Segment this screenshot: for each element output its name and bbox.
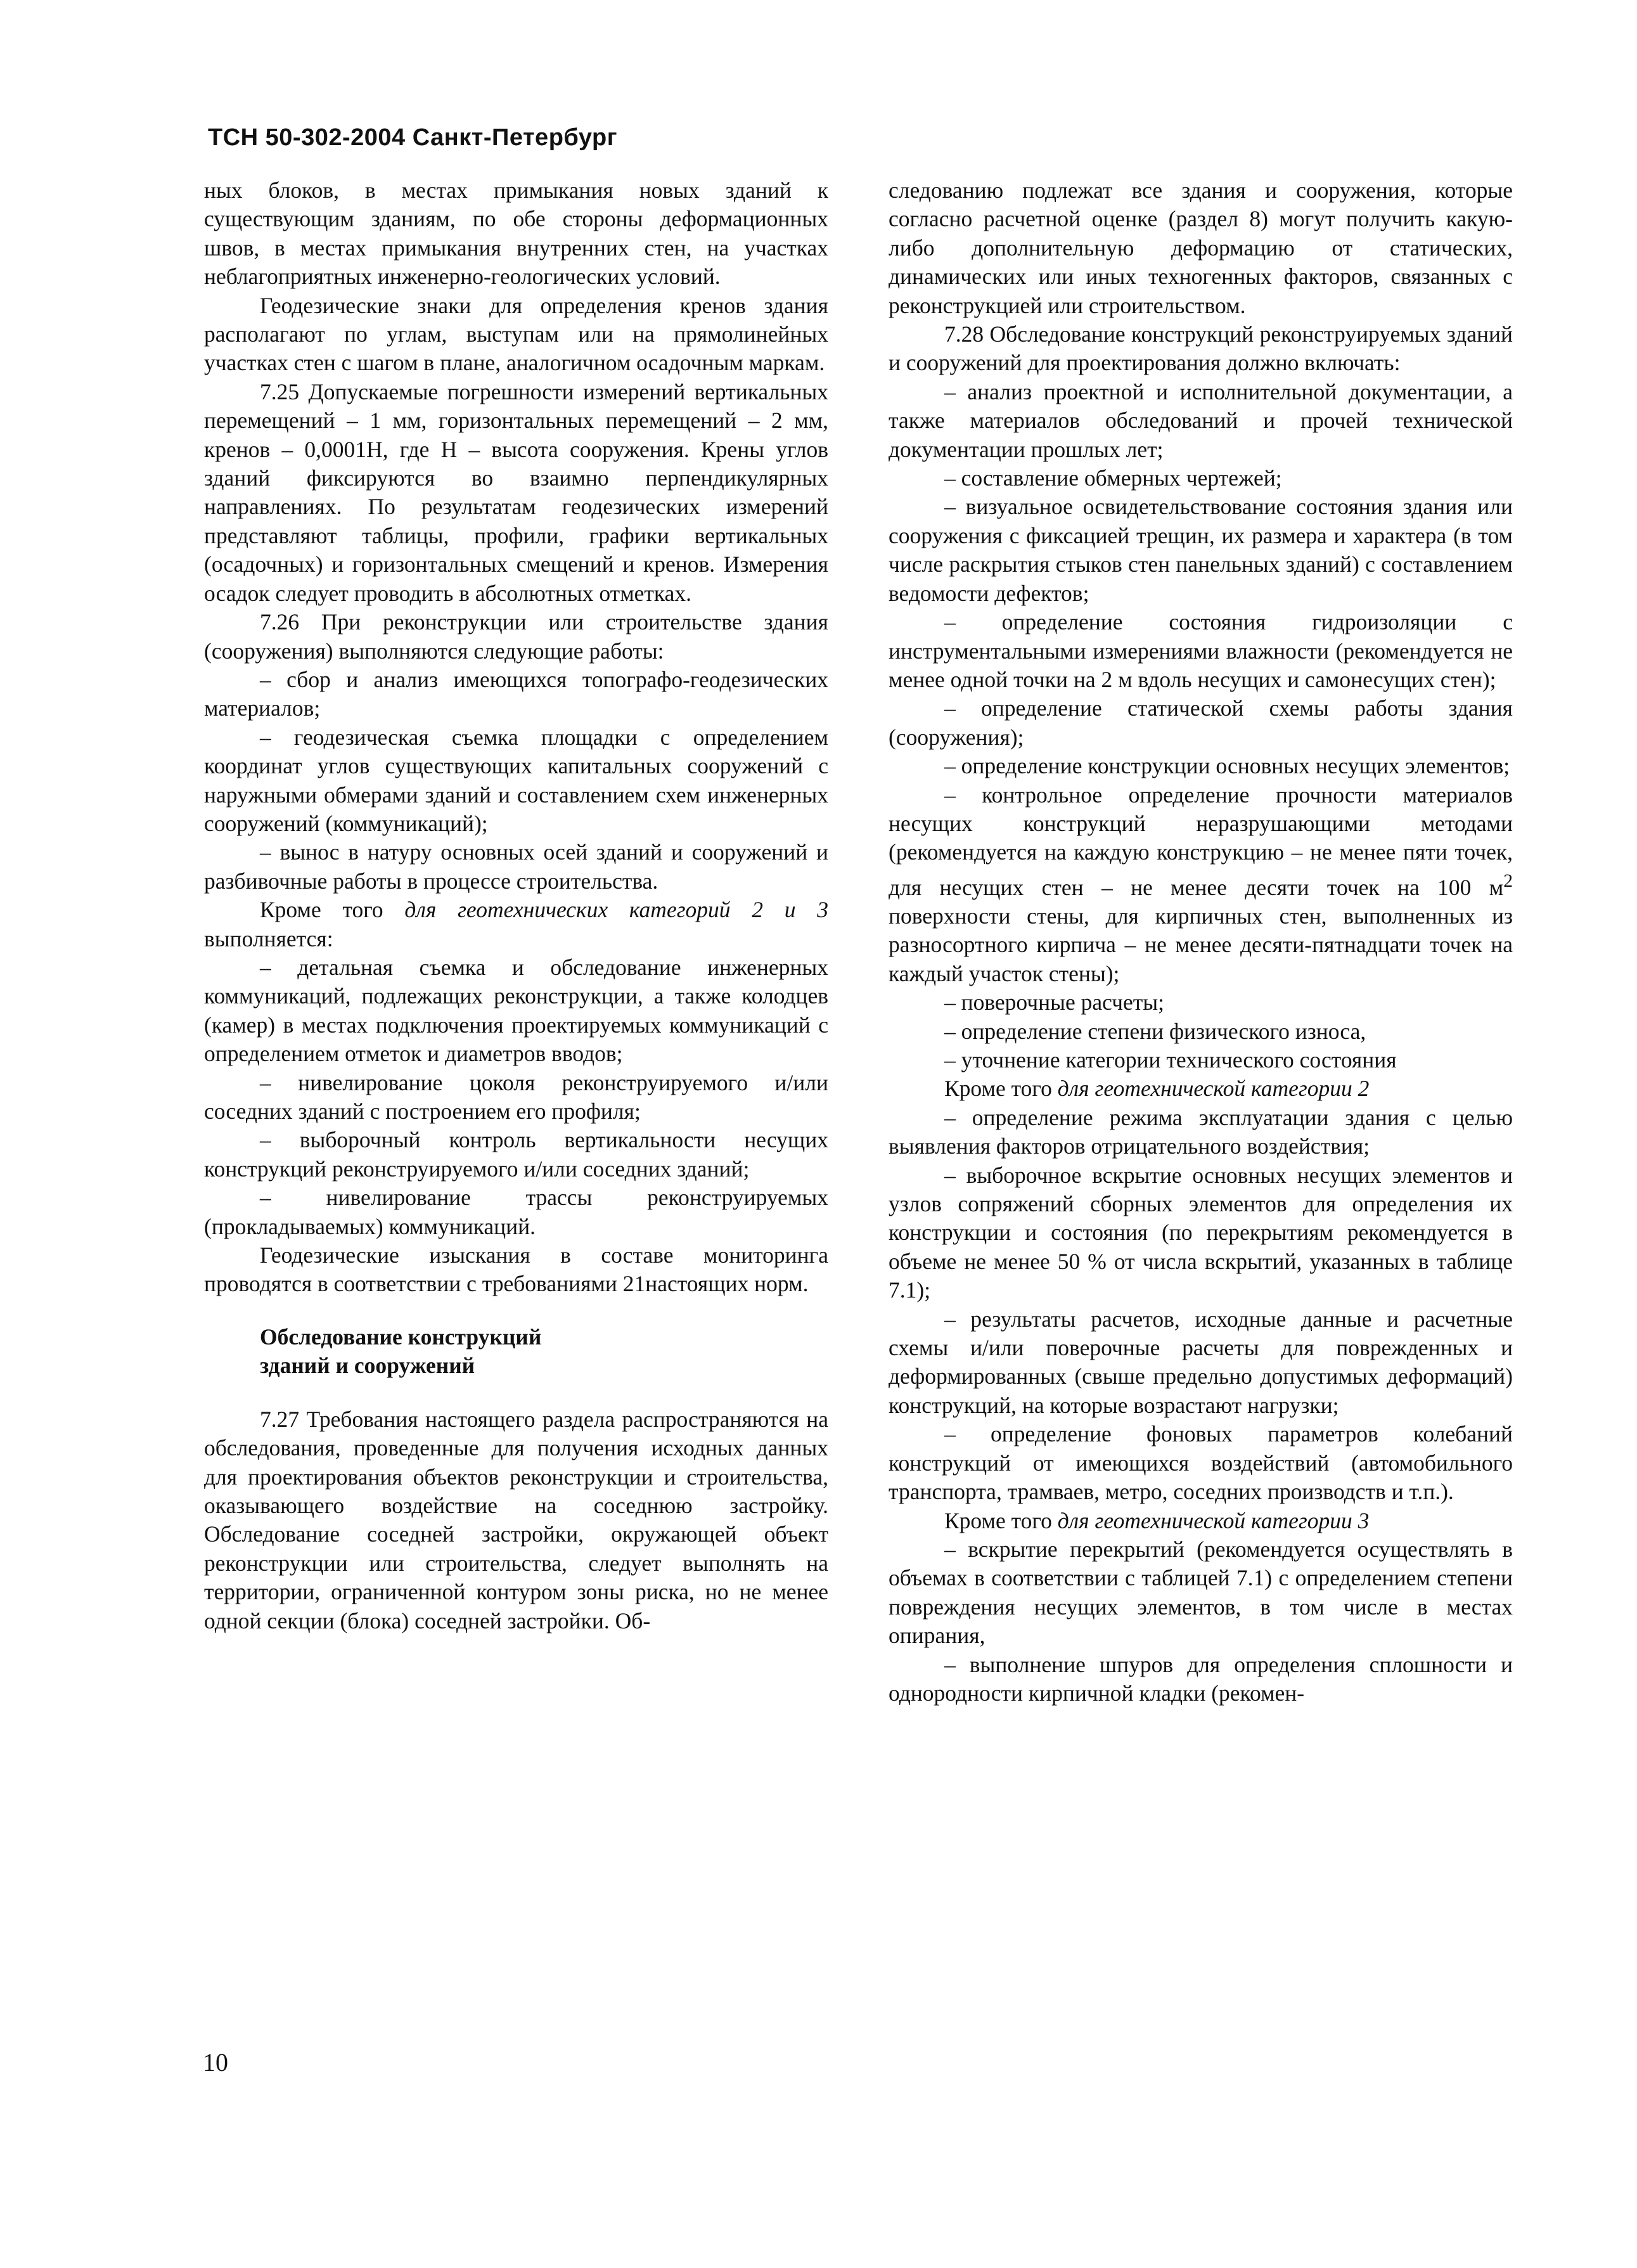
list-item: – определение режима эксплуатации здания с целью выявления факторов отрицательного воздействия; bbox=[889, 1104, 1513, 1159]
list-item: – вскрытие перекрытий (рекомендуется осуществлять в объемах в соответствии с таблицей 7.1) с определением степени повреждения несущих элементов, в том числе в местах опирания, bbox=[889, 1536, 1513, 1649]
list-item: – нивелирование цоколя реконструируемого и/или соседних зданий с построением его профиля; bbox=[204, 1069, 828, 1124]
list-item: – определение степени физического износа, bbox=[944, 1018, 1366, 1044]
paragraph: ных блоков, в местах примыкания новых зданий к существующим зданиям, по обе стороны деформационных швов, в местах примыкания внутренних стен, на участках неблагоприятных инженерно-геологических условий. bbox=[204, 177, 828, 290]
list-item: – анализ проектной и исполнительной документации, а также материалов обследований и прочей технической документации прошлых лет; bbox=[889, 378, 1513, 462]
list-item: – сбор и анализ имеющихся топографо-геодезических материалов; bbox=[204, 666, 828, 721]
paragraph: Геодезические знаки для определения кренов здания располагают по углам, выступам или на прямолинейных участках стен с шагом в плане, аналогичном осадочным маркам. bbox=[204, 292, 828, 376]
list-item: – определение фоновых параметров колебаний конструкций от имеющихся воздействий (автомобильного транспорта, трамваев, метро, соседних производств и т.п.). bbox=[889, 1421, 1513, 1505]
list-item: – составление обмерных чертежей; bbox=[944, 465, 1282, 491]
clause-7-27: 7.27 Требования настоящего раздела распространяются на обследования, проведенные для получения исходных данных для проектирования объектов реконструкции и строительства, оказывающего воздействие на соседнюю застройку. Обследование соседней застройки, окружающей объект реконструкции или строительства, следует выполнять на территории, ограниченной контуром зоны риска, но не менее одной секции (блока) соседней застройки. Об- bbox=[204, 1406, 828, 1633]
right-column bbox=[889, 176, 1513, 1708]
paragraph: Кроме того для геотехнической категории 3 bbox=[944, 1507, 1370, 1533]
left-column bbox=[204, 176, 828, 1635]
paragraph: Кроме того для геотехнической категории 2 bbox=[944, 1076, 1370, 1102]
list-item: – выборочный контроль вертикальности несущих конструкций реконструируемого и/или соседних зданий; bbox=[204, 1127, 828, 1182]
list-item: – визуальное освидетельствование состояния здания или сооружения с фиксацией трещин, их размера и характера (в том числе раскрытия стыков стен панельных зданий) с составлением ведомости дефектов; bbox=[889, 494, 1513, 606]
paragraph: Геодезические изыскания в составе мониторинга проводятся в соответствии с требованиями 21настоящих норм. bbox=[204, 1242, 828, 1297]
list-item: – определение статической схемы работы здания (сооружения); bbox=[889, 695, 1513, 750]
italic-phrase: для геотехнической категории 2 bbox=[1057, 1076, 1370, 1102]
list-item: – вынос в натуру основных осей зданий и сооружений и разбивочные работы в процессе строительства. bbox=[204, 839, 828, 894]
list-item: – геодезическая съемка площадки с определением координат углов существующих капитальных сооружений с наружными обмерами зданий и составлением схем инженерных сооружений (коммуникаций); bbox=[204, 724, 828, 836]
list-item: – нивелирование трассы реконструируемых (прокладываемых) коммуникаций. bbox=[204, 1185, 828, 1239]
list-item: – результаты расчетов, исходные данные и расчетные схемы и/или поверочные расчеты для поврежденных и деформированных (свыше предельно допустимых деформаций) конструкций, на которые возрастают нагрузки; bbox=[889, 1306, 1513, 1418]
list-item: – детальная съемка и обследование инженерных коммуникаций, подлежащих реконструкции, а также колодцев (камер) в местах подключения проектируемых коммуникаций с определением отметок и диаметров вводов; bbox=[204, 954, 828, 1067]
list-item: – контрольное определение прочности материалов несущих конструкций неразрушающими методами (рекомендуется на каждую конструкцию – не менее пяти точек, для несущих стен – не менее десяти точек на 100 $м^2$ поверхности стены, для кирпичных стен, выполненных из разносортного кирпича – не менее десяти-пятнадцати точек на каждый участок стены); bbox=[889, 782, 1513, 986]
section-heading: Обследование конструкций зданий и сооружений bbox=[260, 1324, 542, 1378]
list-item: – определение конструкции основных несущих элементов; bbox=[944, 753, 1510, 779]
paragraph: следованию подлежат все здания и сооружения, которые согласно расчетной оценке (раздел 8) могут получить какую-либо дополнительную деформацию от статических, динамических или иных техногенных факторов, связанных с реконструкцией или строительством. bbox=[889, 177, 1513, 318]
clause-7-25: 7.25 Допускаемые погрешности измерений вертикальных перемещений – 1 мм, горизонтальных перемещений – 2 мм, кренов – 0,0001Н, где Н – высота сооружения. Крены углов зданий фиксируются во взаимно перпендикулярных направлениях. По результатам геодезических измерений представляют таблицы, профили, графики вертикальных (осадочных) и горизонтальных смещений и кренов. Измерения осадок следует проводить в абсолютных отметках. bbox=[204, 378, 828, 606]
list-item: – выполнение шпуров для определения сплошности и однородности кирпичной кладки (рекомен- bbox=[889, 1651, 1513, 1706]
italic-phrase: для геотехнических категорий 2 и 3 bbox=[404, 897, 828, 923]
list-item: – поверочные расчеты; bbox=[944, 989, 1164, 1015]
clause-7-28: 7.28 Обследование конструкций реконструируемых зданий и сооружений для проектирования должно включать: bbox=[889, 321, 1513, 376]
list-item: – уточнение категории технического состояния bbox=[944, 1047, 1397, 1073]
paragraph: Кроме того для геотехнических категорий 2 и 3 выполняется: bbox=[204, 897, 828, 951]
italic-phrase: для геотехнической категории 3 bbox=[1057, 1507, 1370, 1533]
page-number: 10 bbox=[203, 2048, 228, 2077]
clause-7-26: 7.26 При реконструкции или строительстве здания (сооружения) выполняются следующие работы: bbox=[204, 609, 828, 664]
list-item: – выборочное вскрытие основных несущих элементов и узлов сопряжений сборных элементов для определения их конструкции и состояния (по перекрытиям рекомендуется в объеме не менее 50 % от числа вскрытий, указанных в таблице 7.1); bbox=[889, 1162, 1513, 1303]
list-item: – определение состояния гидроизоляции с инструментальными измерениями влажности (рекомендуется не менее одной точки на 2 м вдоль несущих и самонесущих стен); bbox=[889, 609, 1513, 692]
document-header: ТСН 50-302-2004 Санкт-Петербург bbox=[208, 124, 618, 151]
